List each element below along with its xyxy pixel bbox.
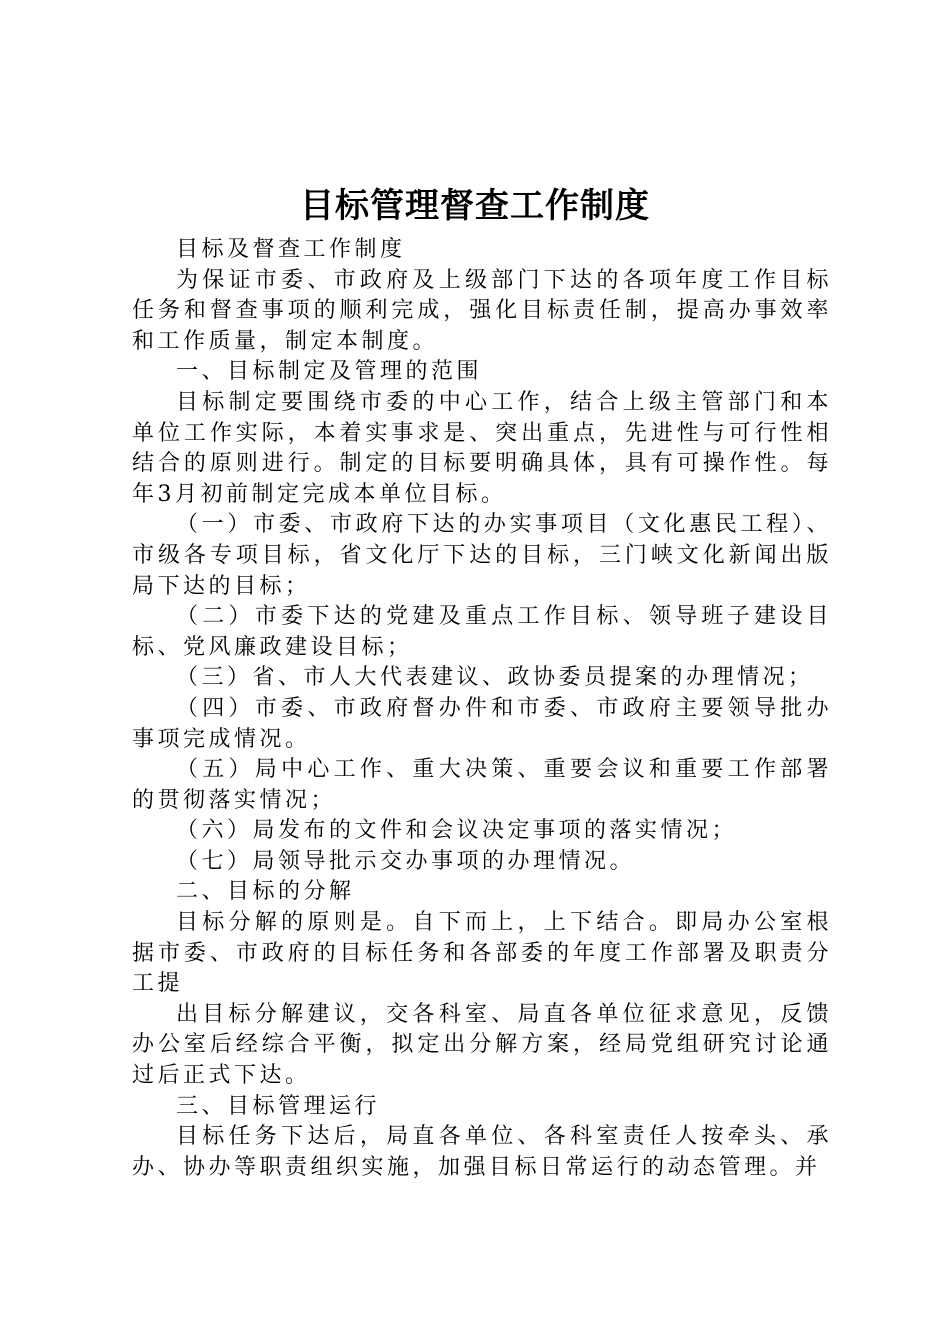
list-item: （六）局发布的文件和会议决定事项的落实情况；	[176, 818, 738, 844]
list-item: （七）局领导批示交办事项的办理情况。	[176, 848, 636, 874]
section-heading: 一、目标制定及管理的范围	[176, 359, 483, 385]
document-title: 目标管理督查工作制度	[300, 186, 650, 226]
document-body	[132, 235, 832, 1183]
paragraph: 目标制定要围绕市委的中心工作，结合上级主管部门和本单位工作实际，本着实事求是、突出重点，先进性与可行性相结合的原则进行。制定的目标要明确具体，具有可操作性。每年3月初前制定完成本单位目标。	[132, 389, 832, 507]
list-item: （四）市委、市政府督办件和市委、市政府主要领导批办事项完成情况。	[132, 695, 832, 752]
paragraph: 为保证市委、市政府及上级部门下达的各项年度工作目标任务和督查事项的顺利完成，强化目标责任制，提高办事效率和工作质量，制定本制度。	[132, 267, 832, 354]
paragraph: 目标及督查工作制度	[176, 237, 406, 262]
list-item: （五）局中心工作、重大决策、重要会议和重要工作部署的贯彻落实情况；	[132, 757, 832, 813]
paragraph: 出目标分解建议，交各科室、局直各单位征求意见，反馈办公室后经综合平衡，拟定出分解方案，经局党组研究讨论通过后正式下达。	[132, 1001, 832, 1089]
paragraph: 目标分解的原则是。自下而上，上下结合。即局办公室根据市委、市政府的目标任务和各部委的年度工作部署及职责分工提	[132, 910, 832, 997]
paragraph: 目标任务下达后，局直各单位、各科室责任人按牵头、承办、协办等职责组织实施，加强目标日常运行的动态管理。并	[132, 1124, 832, 1180]
section-heading: 二、目标的分解	[176, 879, 355, 905]
list-item: （三）省、市人大代表建议、政协委员提案的办理情况；	[176, 665, 814, 691]
list-item: （一）市委、市政府下达的办实事项目（文化惠民工程）、市级各专项目标，省文化厅下达的目标，三门峡文化新闻出版局下达的目标；	[132, 512, 832, 599]
section-heading: 三、目标管理运行	[176, 1093, 381, 1119]
list-item: （二）市委下达的党建及重点工作目标、领导班子建设目标、党风廉政建设目标；	[132, 604, 832, 660]
